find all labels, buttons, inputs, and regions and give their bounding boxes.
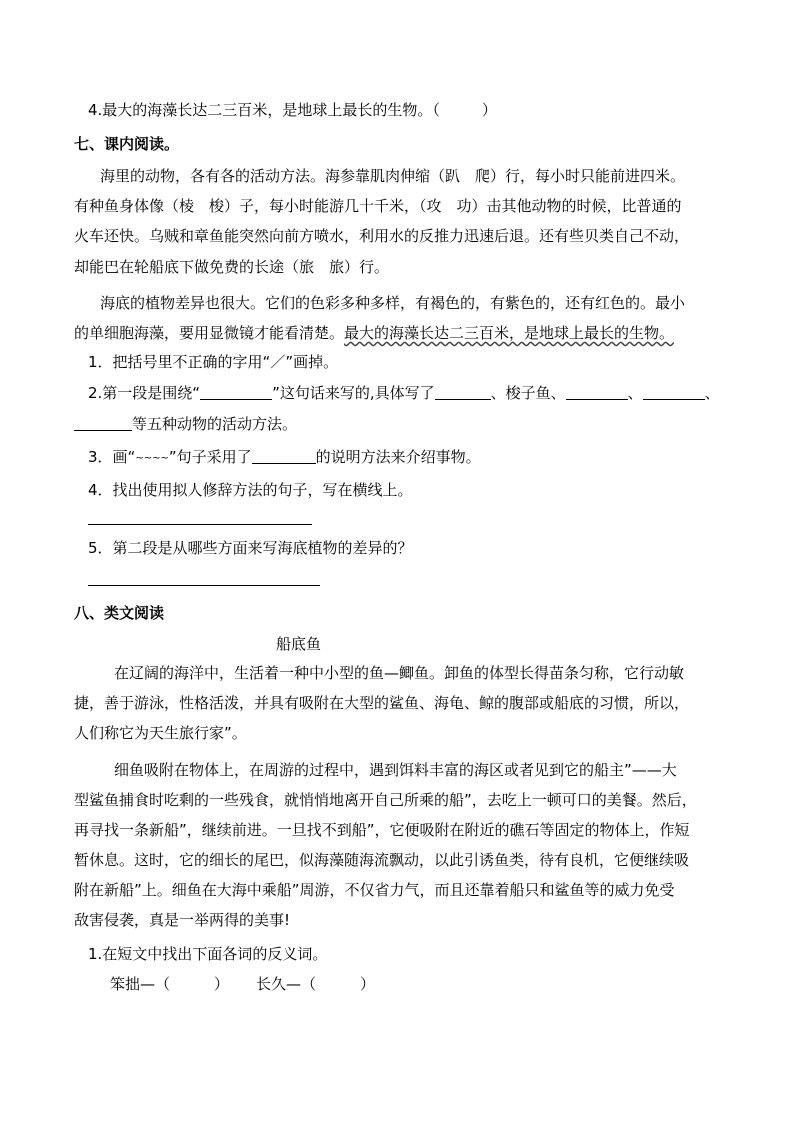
q2-text-c: 、梭子鱼、 <box>490 384 566 402</box>
sec7-question-2-line-1 <box>88 382 720 404</box>
q2-text-f: 等五种动物的活动方法。 <box>132 415 298 433</box>
answer-blank[interactable] <box>252 447 316 464</box>
q2-text-d: 、 <box>627 384 643 402</box>
sec7-question-3 <box>88 446 481 470</box>
sec8-paragraph-2-line-1: 细鱼吸附在物体上，在周游的过程中，遇到饵料丰富的海区或者见到它的船主”——大 <box>114 761 677 779</box>
antonym-word: 笨拙—（ <box>110 975 171 993</box>
sec8-paragraph-2-line-4: 暂休息。这时，它的细长的尾巴，似海藻随海流飘动，以此引诱鱼类，待有良机，它便继续吸 <box>74 851 690 869</box>
paren-close: ） <box>481 101 497 119</box>
answer-blank[interactable] <box>74 414 132 431</box>
q2-text-b: ”这句话来写的,具体写了 <box>272 384 435 402</box>
prev-question-4 <box>88 99 497 121</box>
prev-question-4-text: 4.最大的海藻长达二三百米，是地球上最长的生物。（ <box>88 101 440 119</box>
sec7-paragraph-1-line-1: 海里的动物，各有各的活动方法。海参靠肌肉伸缩（趴 爬）行，每小时只能前进四米。 <box>100 167 686 185</box>
sec7-question-2-line-2 <box>74 413 297 435</box>
antonym-item-1 <box>110 973 229 995</box>
sec7-paragraph-1-line-4: 却能巴在轮船底下做免费的长途（旅 旅）行。 <box>74 258 390 276</box>
q3-text-c: 的说明方法来介绍事物。 <box>315 448 481 466</box>
answer-blank[interactable] <box>643 383 705 400</box>
answer-blank[interactable] <box>200 383 272 400</box>
sec8-paragraph-2-line-3: 再寻找一条新船”，继续前进。一旦找不到船”，它便吸附在附近的礁石等固定的物体上，作短 <box>74 821 690 839</box>
sec7-question-1: 1．把括号里不正确的字用“／”画掉。 <box>88 353 339 371</box>
sec8-paragraph-1-line-3: 人们称它为天生旅行家”。 <box>74 724 247 742</box>
answer-line-q4[interactable] <box>88 524 312 525</box>
sec8-paragraph-2-line-6: 敌害侵袭，真是一举两得的美事! <box>74 911 291 929</box>
sec7-paragraph-2-line-1: 海底的植物差异也很大。它们的色彩多种多样，有褐色的，有紫色的，还有红色的。最小 <box>100 294 686 312</box>
sec8-paragraph-1-line-2: 捷，善于游泳，性格活泼，并具有吸附在大型的鲨鱼、海龟、鲸的腹部或船底的习惯，所以， <box>74 694 690 712</box>
antonym-word: 长久—（ <box>256 975 317 993</box>
article-title: 船底鱼 <box>276 635 322 653</box>
sec8-paragraph-1-line-1: 在辽阔的海洋中，生活着一种中小型的鱼—鲫鱼。卸鱼的体型长得苗条匀称，它行动敏 <box>114 664 685 682</box>
sec7-paragraph-1-line-2: 有种鱼身体像（棱 梭）子，每小时能游几十千米，（攻 功）击其他动物的时候，比普通的 <box>74 197 682 215</box>
answer-blank[interactable] <box>435 383 491 400</box>
paren-close: ） <box>360 975 376 993</box>
sec7-p2-wavy-sentence: 最大的海藻长达二三百米，是地球上最长的生物。 <box>344 324 675 342</box>
sec7-paragraph-2-line-2 <box>74 322 674 344</box>
answer-line-q5[interactable] <box>88 585 320 586</box>
sec7-question-4: 4．找出使用拟人修辞方法的句子，写在横线上。 <box>88 481 413 499</box>
q2-text-a: 2.第一段是围绕“ <box>88 384 201 402</box>
sec7-paragraph-1-line-3: 火车还快。乌贼和章鱼能突然向前方喷水，利用水的反推力迅速后退。还有些贝类自己不动， <box>74 227 690 245</box>
sec8-question-1: 1.在短文中找出下面各词的反义词。 <box>88 945 328 963</box>
antonym-item-2 <box>256 973 375 995</box>
q3-text-a: 3．画“ <box>88 448 136 466</box>
section-7-title: 七、课内阅读。 <box>74 135 180 153</box>
wavy-line-mark: ~~~~ <box>135 453 169 464</box>
sec8-paragraph-2-line-5: 附在新船”上。细鱼在大海中乘船”周游，不仅省力气，而且还靠着船只和鲨鱼等的威力免受 <box>74 881 675 899</box>
q3-text-b: ”句子采用了 <box>168 448 252 466</box>
sec7-question-5: 5．第二段是从哪些方面来写海底植物的差异的？ <box>88 539 413 557</box>
section-8-title: 八、类文阅读 <box>74 604 165 622</box>
paren-close: ） <box>214 975 230 993</box>
sec8-paragraph-2-line-2: 型鲨鱼捕食时吃剩的一些残食，就悄悄地离开自己所乘的船”，去吃上一顿可口的美餐。然后， <box>74 791 697 809</box>
answer-blank[interactable] <box>566 383 628 400</box>
sec7-p2-plain: 的单细胞海藻，要用显微镜才能看清楚。 <box>74 324 345 342</box>
q2-text-e: 、 <box>704 384 720 402</box>
